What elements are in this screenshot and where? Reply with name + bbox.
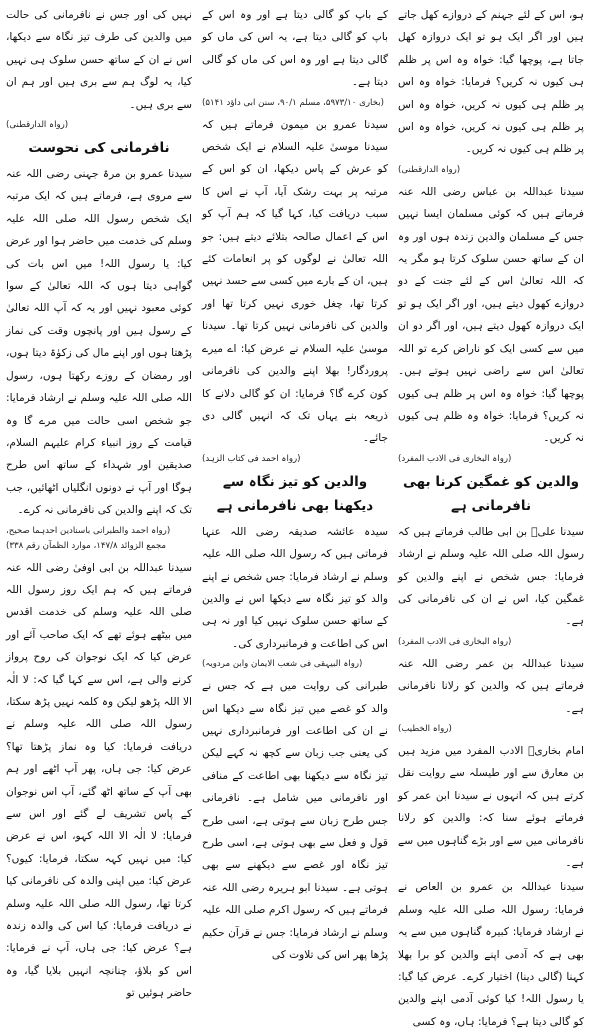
paragraph: کے باپ کو گالی دیتا ہے اور وہ اس کے باپ کو گالی دیتا ہے، یہ اس کی ماں کو گالی دیتا ہے اور وہ اس کی ماں کو گالی دیتا ہے۔ [202,9,388,89]
citation-reference: (رواہ البخاری فی الادب المفرد) [398,636,512,647]
citation-reference: (رواہ احمد فی کتاب الزہد) [202,453,301,464]
paragraph: سیدنا عبداللہ بن عباس رضی اللہ عنہ فرماتے ہیں کہ کوئی مسلمان ایسا نہیں جس کے مسلمان والدین زندہ ہوں اور وہ ان کے ساتھ حسن سلوک کرتا ہو مگر یہ کہ اللہ تعالیٰ اس کے لئے جنت کے دو دروازے کھول دیتے ہیں، اور اگر ایک ہو تو ایک دروازہ کھول دیتے ہیں، اور اگر دو ان میں سے کسی ایک کو ناراض کرے تو اللہ تعالیٰ اس سے راضی نہیں ہوتے ہیں۔ پوچھا گیا: خواہ وہ اس پر ظلم ہی کیوں نہ کریں؟ فرمایا: خواہ وہ ظلم ہی کیوں نہ کریں۔ [398,185,584,445]
citation-reference: (رواہ الدارقطنی) [6,120,69,131]
section-heading: والدین کو غمگین کرنا بھی نافرمانی ہے [402,473,580,514]
text-column-left [6,4,192,1000]
paragraph: سیدنا عمرو بن مرۃ جہنی رضی اللہ عنہ سے مروی ہے، فرماتے ہیں کہ ایک مرتبہ ایک شخص رسول اللہ صلی اللہ علیہ وسلم کی خدمت میں حاضر ہوا اور عرض کیا: یا رسول اللہ! میں اس بات کی گواہی دیتا ہوں کہ اللہ تعالیٰ کے سوا کوئی معبود نہیں اور یہ کہ آپ اللہ تعالیٰ کے رسول ہیں اور پانچوں وقت کی نماز پڑھتا ہوں اور اپنے مال کی زکوٰۃ دیتا ہوں، اور رمضان کے روزے رکھتا ہوں، رسول اللہ صلی اللہ علیہ وسلم نے ارشاد فرمایا: جو شخص اسی حالت میں مرے گا وہ قیامت کے روز انبیاء کرام علیہم السلام، صدیقین اور شہداء کے ساتھ اس طرح ہوگا اور آپ نے دونوں انگلیاں اٹھائیں، جب تک کہ اپنے والدین کی نافرمانی نہ کرے۔ [6,168,192,517]
citation-reference: (رواہ البیہقی فی شعب الایمان وابن مردویہ) [202,659,363,670]
paragraph: نہیں کی اور جس نے نافرمانی کی حالت میں والدین کی طرف تیز نگاہ سے دیکھا، اس نے ان کے ساتھ حسن سلوک ہی نہیں کیا، یہ لوگ ہم سے بری ہیں اور ہم ان سے بری ہیں۔ [6,9,192,111]
citation-reference: (رواہ البخاری فی الادب المفرد) [398,453,512,464]
citation-reference: (رواہ الخطیب) [398,723,452,734]
text-column-right [398,4,584,1028]
paragraph: ہو، اس کے لئے جہنم کے دروازے کھل جاتے ہیں اور اگر ایک ہو تو ایک دروازہ کھل جاتا ہے، پوچھا گیا: خواہ وہ اس پر ظلم ہی کیوں نہ کریں؟ فرمایا: خواہ وہ اس پر ظلم ہی کیوں نہ کریں، خواہ وہ اس پر ظلم ہی کیوں نہ کریں، خواہ وہ اس پر ظلم ہی کیوں نہ کریں۔ [398,9,584,156]
text-column-middle [202,4,388,962]
paragraph: سیدنا عمرو بن میمون فرماتے ہیں کہ سیدنا موسیٰ علیہ السلام نے ایک شخص کو عرش کے پاس دیکھا، ان کو اس کے مرتبہ پر بہت رشک آیا، آپ نے اس کا سبب دریافت کیا، کہا گیا کہ ہم آپ کو اس کے اعمال صالحہ بتلائے دیتے ہیں: جو اللہ تعالیٰ نے لوگوں کو پر انعامات کئے ہیں، ان کے بارے میں کسی سے حسد نہیں کرتا تھا، چغل خوری نہیں کرتا تھا اور والدین کی نافرمانی نہیں کرتا تھا۔ سیدنا موسیٰ علیہ السلام نے عرض کیا: اے میرے پروردگار! بھلا اپنے والدین کی نافرمانی کون کرے گا؟ فرمایا: ان کو گالی دلانے کا ذریعہ بنے یہاں تک کہ انہیں گالی دی جائے۔ [202,118,388,445]
paragraph: سیدنا عبداللہ بن عمرو بن العاص نے فرمایا: رسول اللہ صلی اللہ علیہ وسلم نے ارشاد فرمایا: کبیرہ گناہوں میں سے یہ بھی ہے کہ آدمی اپنے والدین کو برا بھلا کہنا (گالی دینا) اختیار کرے۔ عرض کیا گیا: یا رسول اللہ! کیا کوئی آدمی اپنے والدین کو گالی دیتا ہے؟ فرمایا: ہاں، وہ کسی [398,881,584,1028]
paragraph: امام بخاریؒ الادب المفرد میں مزید ہیں بن معارق سے اور طیسلہ سے روایت نقل کرتے ہیں کہ انہوں نے سیدنا ابن عمر کو فرماتے ہوئے سنا کہ: والدین کو رلانا نافرمانی میں سے اور بڑے گناہوں میں سے ہے۔ [398,744,584,869]
paragraph: سیدنا عبداللہ بن ابی اوفیٰ رضی اللہ عنہ فرماتے ہیں کہ ہم ایک روز رسول اللہ صلی اللہ علیہ وسلم کی خدمت اقدس میں بیٹھے ہوئے تھے کہ ایک صاحب آئے اور عرض کیا کہ ایک نوجوان کی روح پرواز کرنے والی ہے، اس سے کہا گیا کہ: لا الٰہ الا اللہ پڑھو لیکن وہ کلمہ نہیں پڑھ سکتا، رسول اللہ صلی اللہ علیہ وسلم نے دریافت فرمایا: کیا وہ نماز پڑھتا تھا؟ عرض کیا: جی ہاں، پھر آپ اٹھے اور ہم بھی آپ کے ساتھ اٹھ گئے، آپ اس نوجوان کے پاس تشریف لے گئے اور اس سے فرمایا: لا الٰہ الا اللہ کہو، اس نے عرض کیا: میں نہیں کہہ سکتا، فرمایا: کیوں؟ عرض کیا: میں اپنی والدہ کی نافرمانی کیا کرتا تھا، رسول اللہ صلی اللہ علیہ وسلم نے دریافت فرمایا: کیا اس کی والدہ زندہ ہے؟ عرض کیا: جی ہاں، آپ نے فرمایا: اس کو بلاؤ، چنانچہ انہیں بلایا گیا، وہ حاضر ہوئیں تو [6,561,192,1000]
citation-reference: (رواہ الدارقطنی) [398,164,461,175]
citation-reference: (بخاری ۵۹۷۳/۱۰، مسلم ۹۰/۱، سنن ابی داؤد ۵۱۴۱) [202,97,384,108]
section-heading: والدین کو تیز نگاہ سے دیکھنا بھی نافرمانی ہے [216,473,374,514]
section-heading: نافرمانی کی نحوست [28,140,170,157]
citation-reference: (رواہ احمد والطبرانی باسنادین احدہما صحیح، مجمع الزوائد ۱۴۷/۸، موارد الظمآن رقم ۳۳۸) [6,525,171,551]
paragraph: طبرانی کی روایت میں ہے کہ جس نے والد کو غصے میں تیز نگاہ سے دیکھا اس نے ان کی اطاعت اور فرمانبرداری نہیں کی یعنی جب زبان سے کچھ نہ کہے لیکن تیز نگاہ سے دیکھنا بھی اطاعت کے منافی اور نافرمانی میں شامل ہے۔ نافرمانی جس طرح زبان سے ہوتی ہے، اسی طرح قول و فعل سے بھی ہوتی ہے، اسی طرح تیز نگاہ اور غصے سے دیکھنے سے بھی ہوتی ہے۔ سیدنا ابو ہریرہ رضی اللہ عنہ فرماتے ہیں کہ رسول اکرم صلی اللہ علیہ وسلم نے ارشاد فرمایا: جس نے قرآن حکیم پڑھا پھر اس کی تلاوت کی [202,680,388,962]
paragraph: سیدہ عائشہ صدیقہ رضی اللہ عنہا فرماتی ہیں کہ رسول اللہ صلی اللہ علیہ وسلم نے ارشاد فرمایا: جس شخص نے اپنے والد کو تیز نگاہ سے دیکھا اس نے والدین کے ساتھ حسن سلوک نہیں کیا اور نہ ہی اس کی اطاعت و فرمانبرداری کی۔ [202,525,388,650]
paragraph: سیدنا عبداللہ بن عمر رضی اللہ عنہ فرماتے ہیں کہ والدین کو رلانا نافرمانی ہے۔ [398,657,584,715]
paragraph: سیدنا علیؓ بن ابی طالب فرماتے ہیں کہ رسول اللہ صلی اللہ علیہ وسلم نے ارشاد فرمایا: جس شخص نے اپنے والدین کو غمگین کیا، اس نے ان کی نافرمانی کی ہے۔ [398,525,584,628]
